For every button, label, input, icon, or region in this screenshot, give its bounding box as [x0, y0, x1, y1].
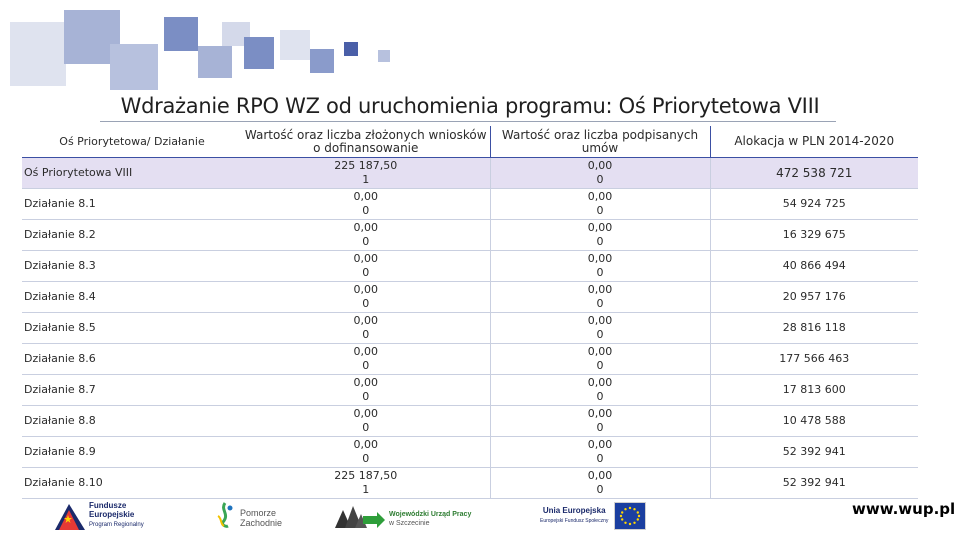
applications-count: 1	[362, 483, 370, 496]
contracts-cell	[490, 468, 710, 499]
row-label-text: Działanie 8.2	[24, 228, 96, 241]
applications-cell	[242, 251, 490, 282]
eu-funds-star-icon	[55, 500, 85, 530]
row-label-text: Działanie 8.5	[24, 321, 96, 334]
pomorze-wave-icon	[214, 502, 236, 533]
fundusze-line3: Program Regionalny	[89, 521, 144, 528]
pomorze-line2: Zachodnie	[240, 517, 283, 528]
header-axis: Oś Priorytetowa/ Działanie	[22, 126, 242, 158]
table-row	[22, 375, 918, 406]
applications-cell	[242, 406, 490, 437]
applications-value: 0,00	[353, 407, 378, 420]
contracts-value: 0,00	[587, 221, 613, 234]
allocation-value: 472 538 721	[776, 166, 853, 180]
table-row	[22, 158, 918, 189]
contracts-count: 0	[596, 390, 604, 403]
contracts-value: 0,00	[587, 376, 613, 389]
applications-count: 0	[362, 297, 370, 310]
contracts-cell	[490, 406, 710, 437]
table-row	[22, 344, 918, 375]
contracts-count: 0	[596, 297, 604, 310]
row-label	[22, 251, 242, 282]
wup-hills-arrow-icon	[335, 502, 385, 535]
applications-cell	[242, 282, 490, 313]
table-header-row	[22, 126, 918, 158]
table-row	[22, 220, 918, 251]
allocation-cell	[710, 344, 918, 375]
allocation-value: 28 816 118	[782, 321, 846, 334]
logo-strip	[0, 496, 960, 540]
wup-line2: w Szczecinie	[389, 519, 430, 527]
contracts-cell	[490, 437, 710, 468]
allocation-cell	[710, 437, 918, 468]
applications-cell	[242, 437, 490, 468]
row-label	[22, 437, 242, 468]
contracts-cell	[490, 158, 710, 189]
decor-square	[280, 30, 310, 60]
allocation-value: 54 924 725	[782, 197, 846, 210]
applications-value: 0,00	[353, 376, 378, 389]
contracts-value: 0,00	[587, 407, 613, 420]
decor-square	[378, 50, 390, 62]
contracts-count: 0	[596, 235, 604, 248]
row-label-text: Działanie 8.4	[24, 290, 96, 303]
allocation-cell	[710, 282, 918, 313]
allocation-value: 16 329 675	[782, 228, 846, 241]
decor-square	[10, 22, 66, 86]
allocation-cell	[710, 468, 918, 499]
applications-count: 0	[362, 235, 370, 248]
row-label	[22, 375, 242, 406]
contracts-value: 0,00	[587, 159, 613, 172]
website-url-text[interactable]: www.wup.pl	[852, 500, 956, 518]
header-allocation: Alokacja w PLN 2014-2020	[710, 126, 918, 158]
contracts-count: 0	[596, 359, 604, 372]
row-label	[22, 282, 242, 313]
row-label-text: Działanie 8.10	[24, 476, 103, 489]
website-url[interactable]	[846, 500, 960, 540]
contracts-value: 0,00	[587, 438, 613, 451]
applications-value: 225 187,50	[334, 469, 398, 482]
row-label	[22, 344, 242, 375]
contracts-count: 0	[596, 452, 604, 465]
table-row	[22, 282, 918, 313]
applications-cell	[242, 313, 490, 344]
contracts-value: 0,00	[587, 345, 613, 358]
row-label-text: Oś Priorytetowa VIII	[24, 166, 133, 179]
decor-square	[244, 37, 274, 69]
row-label-text: Działanie 8.8	[24, 414, 96, 427]
row-label-text: Działanie 8.6	[24, 352, 96, 365]
row-label-text: Działanie 8.9	[24, 445, 96, 458]
decor-square	[110, 44, 158, 90]
eu-flag-icon	[614, 502, 646, 530]
applications-value: 0,00	[353, 438, 378, 451]
contracts-value: 0,00	[587, 283, 613, 296]
row-label	[22, 189, 242, 220]
row-label	[22, 158, 242, 189]
allocation-cell	[710, 220, 918, 251]
table-row	[22, 189, 918, 220]
allocation-cell	[710, 251, 918, 282]
row-label-text: Działanie 8.1	[24, 197, 96, 210]
allocation-value: 52 392 941	[782, 476, 846, 489]
allocation-value: 20 957 176	[782, 290, 846, 303]
applications-value: 0,00	[353, 345, 378, 358]
table-row	[22, 251, 918, 282]
contracts-cell	[490, 220, 710, 251]
applications-count: 0	[362, 421, 370, 434]
data-table	[22, 126, 918, 499]
allocation-value: 177 566 463	[779, 352, 850, 365]
allocation-value: 52 392 941	[782, 445, 846, 458]
applications-count: 0	[362, 452, 370, 465]
decor-square	[198, 46, 232, 78]
applications-value: 0,00	[353, 283, 378, 296]
applications-cell	[242, 220, 490, 251]
contracts-value: 0,00	[587, 314, 613, 327]
allocation-cell	[710, 158, 918, 189]
contracts-cell	[490, 251, 710, 282]
decor-square	[164, 17, 198, 51]
applications-count: 0	[362, 204, 370, 217]
applications-value: 0,00	[353, 190, 378, 203]
table-row	[22, 313, 918, 344]
applications-cell	[242, 375, 490, 406]
slide-title: Wdrażanie RPO WZ od uruchomienia programu: Oś Priorytetowa VIII	[120, 94, 820, 118]
applications-value: 225 187,50	[334, 159, 398, 172]
wup-logo	[335, 502, 471, 535]
row-label	[22, 468, 242, 499]
allocation-cell	[710, 375, 918, 406]
contracts-count: 0	[596, 266, 604, 279]
row-label-text: Działanie 8.7	[24, 383, 96, 396]
contracts-cell	[490, 189, 710, 220]
wup-line1: Wojewódzki Urząd Pracy	[389, 510, 472, 518]
contracts-value: 0,00	[587, 252, 613, 265]
contracts-count: 0	[596, 173, 604, 186]
row-label	[22, 313, 242, 344]
contracts-count: 0	[596, 483, 604, 496]
contracts-cell	[490, 375, 710, 406]
contracts-count: 0	[596, 328, 604, 341]
applications-count: 0	[362, 328, 370, 341]
applications-cell	[242, 189, 490, 220]
allocation-cell	[710, 313, 918, 344]
contracts-count: 0	[596, 421, 604, 434]
contracts-value: 0,00	[587, 469, 613, 482]
decor-square	[344, 42, 358, 56]
applications-value: 0,00	[353, 221, 378, 234]
applications-cell	[242, 344, 490, 375]
row-label	[22, 406, 242, 437]
applications-value: 0,00	[353, 314, 378, 327]
header-applications: Wartość oraz liczba złożonych wniosków o dofinansowanie	[242, 126, 490, 158]
table-row	[22, 406, 918, 437]
allocation-cell	[710, 189, 918, 220]
applications-count: 0	[362, 359, 370, 372]
applications-value: 0,00	[353, 252, 378, 265]
contracts-value: 0,00	[587, 190, 613, 203]
ue-line2: Europejski Fundusz Społeczny	[540, 518, 609, 524]
fundusze-line2: Europejskie	[89, 509, 135, 519]
title-underline	[100, 121, 836, 122]
contracts-count: 0	[596, 204, 604, 217]
allocation-cell	[710, 406, 918, 437]
table-row	[22, 468, 918, 499]
allocation-value: 17 813 600	[782, 383, 846, 396]
row-label-text: Działanie 8.3	[24, 259, 96, 272]
table-body	[22, 158, 918, 499]
allocation-value: 10 478 588	[782, 414, 846, 427]
applications-count: 0	[362, 266, 370, 279]
unia-europejska-logo	[540, 502, 646, 530]
pomorze-zachodnie-logo	[214, 502, 282, 533]
fundusze-europejskie-logo	[55, 500, 144, 530]
applications-cell	[242, 158, 490, 189]
applications-count: 1	[362, 173, 370, 186]
ue-line1: Unia Europejska	[542, 506, 606, 515]
pomorze-line1: Pomorze	[240, 507, 277, 518]
applications-count: 0	[362, 390, 370, 403]
contracts-cell	[490, 313, 710, 344]
allocation-value: 40 866 494	[782, 259, 846, 272]
contracts-cell	[490, 344, 710, 375]
row-label	[22, 220, 242, 251]
fundusze-line1: Fundusze	[89, 500, 127, 510]
applications-cell	[242, 468, 490, 499]
contracts-cell	[490, 282, 710, 313]
table-row	[22, 437, 918, 468]
header-contracts: Wartość oraz liczba podpisanych umów	[490, 126, 710, 158]
decor-square	[310, 49, 334, 73]
